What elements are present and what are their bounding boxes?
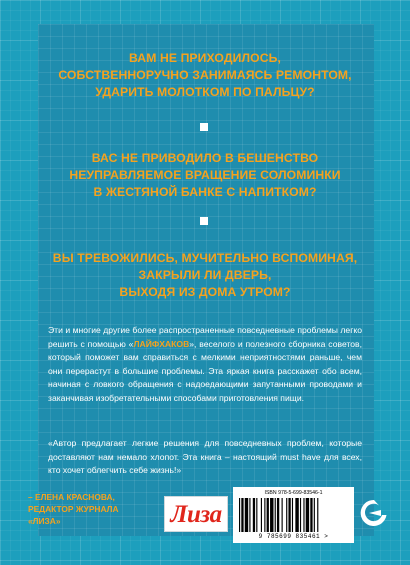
logo-text: Лиза bbox=[170, 500, 222, 528]
barcode-icon bbox=[239, 498, 348, 532]
question-line: ЗАКРЫЛИ ЛИ ДВЕРЬ, bbox=[138, 268, 272, 282]
question-line: ВЫХОДЯ ИЗ ДОМА УТРОМ? bbox=[119, 285, 291, 299]
review-quote: «Автор предлагает легкие решения для повседневных проблем, которые доставляют нам немало хлопот. Эта книга – настоящий must have для всех, кто хочет облегчить себе жизнь!» bbox=[48, 438, 362, 475]
description-text: Эти и многие другие более распространенные повседневные проблемы легко решить с помощью « bbox=[48, 325, 362, 349]
question-2 bbox=[0, 150, 410, 201]
book-description bbox=[48, 324, 362, 405]
barcode-number: 9 785699 835461 > bbox=[258, 533, 329, 540]
question-line: ВАС НЕ ПРИВОДИЛО В БЕШЕНСТВО bbox=[91, 151, 319, 165]
description-text: », веселого и полезного сборника советов, который поможет вам справиться с мелкими неприятностями раньше, чем они перерастут в большие проблемы. Эта яркая книга расскажет обо всем, начиная с ловкого обращения с надоедающими запутанными проводами и заканчивая изобретательными способами приготовления пищи. bbox=[48, 338, 363, 403]
liza-magazine-logo bbox=[164, 496, 228, 532]
question-line: ВЫ ТРЕВОЖИЛИСЬ, МУЧИТЕЛЬНО ВСПОМИНАЯ, bbox=[52, 251, 358, 265]
question-3 bbox=[0, 250, 410, 301]
author-name: – ЕЛЕНА КРАСНОВА, bbox=[28, 492, 115, 502]
lifehacks-highlight: ЛАЙФХАКОВ bbox=[133, 338, 190, 349]
eksmo-logo-icon bbox=[359, 497, 389, 529]
question-line: В ЖЕСТЯНОЙ БАНКЕ С НАПИТКОМ? bbox=[93, 185, 317, 199]
author-magazine: «ЛИЗА» bbox=[28, 516, 61, 526]
isbn-text: ISBN 978-5-699-83546-1 bbox=[264, 490, 323, 496]
question-line: УДАРИТЬ МОЛОТКОМ ПО ПАЛЬЦУ? bbox=[95, 85, 315, 99]
white-square-icon bbox=[200, 123, 208, 131]
question-1 bbox=[0, 50, 410, 101]
barcode-block bbox=[233, 487, 354, 543]
quote-author bbox=[28, 491, 178, 527]
white-square-icon bbox=[200, 217, 208, 225]
author-title: РЕДАКТОР ЖУРНАЛА bbox=[28, 504, 119, 514]
question-line: СОБСТВЕННОРУЧНО ЗАНИМАЯСЬ РЕМОНТОМ, bbox=[58, 68, 352, 82]
question-line: НЕУПРАВЛЯЕМОЕ ВРАЩЕНИЕ СОЛОМИНКИ bbox=[69, 168, 341, 182]
question-line: ВАМ НЕ ПРИХОДИЛОСЬ, bbox=[129, 51, 281, 65]
